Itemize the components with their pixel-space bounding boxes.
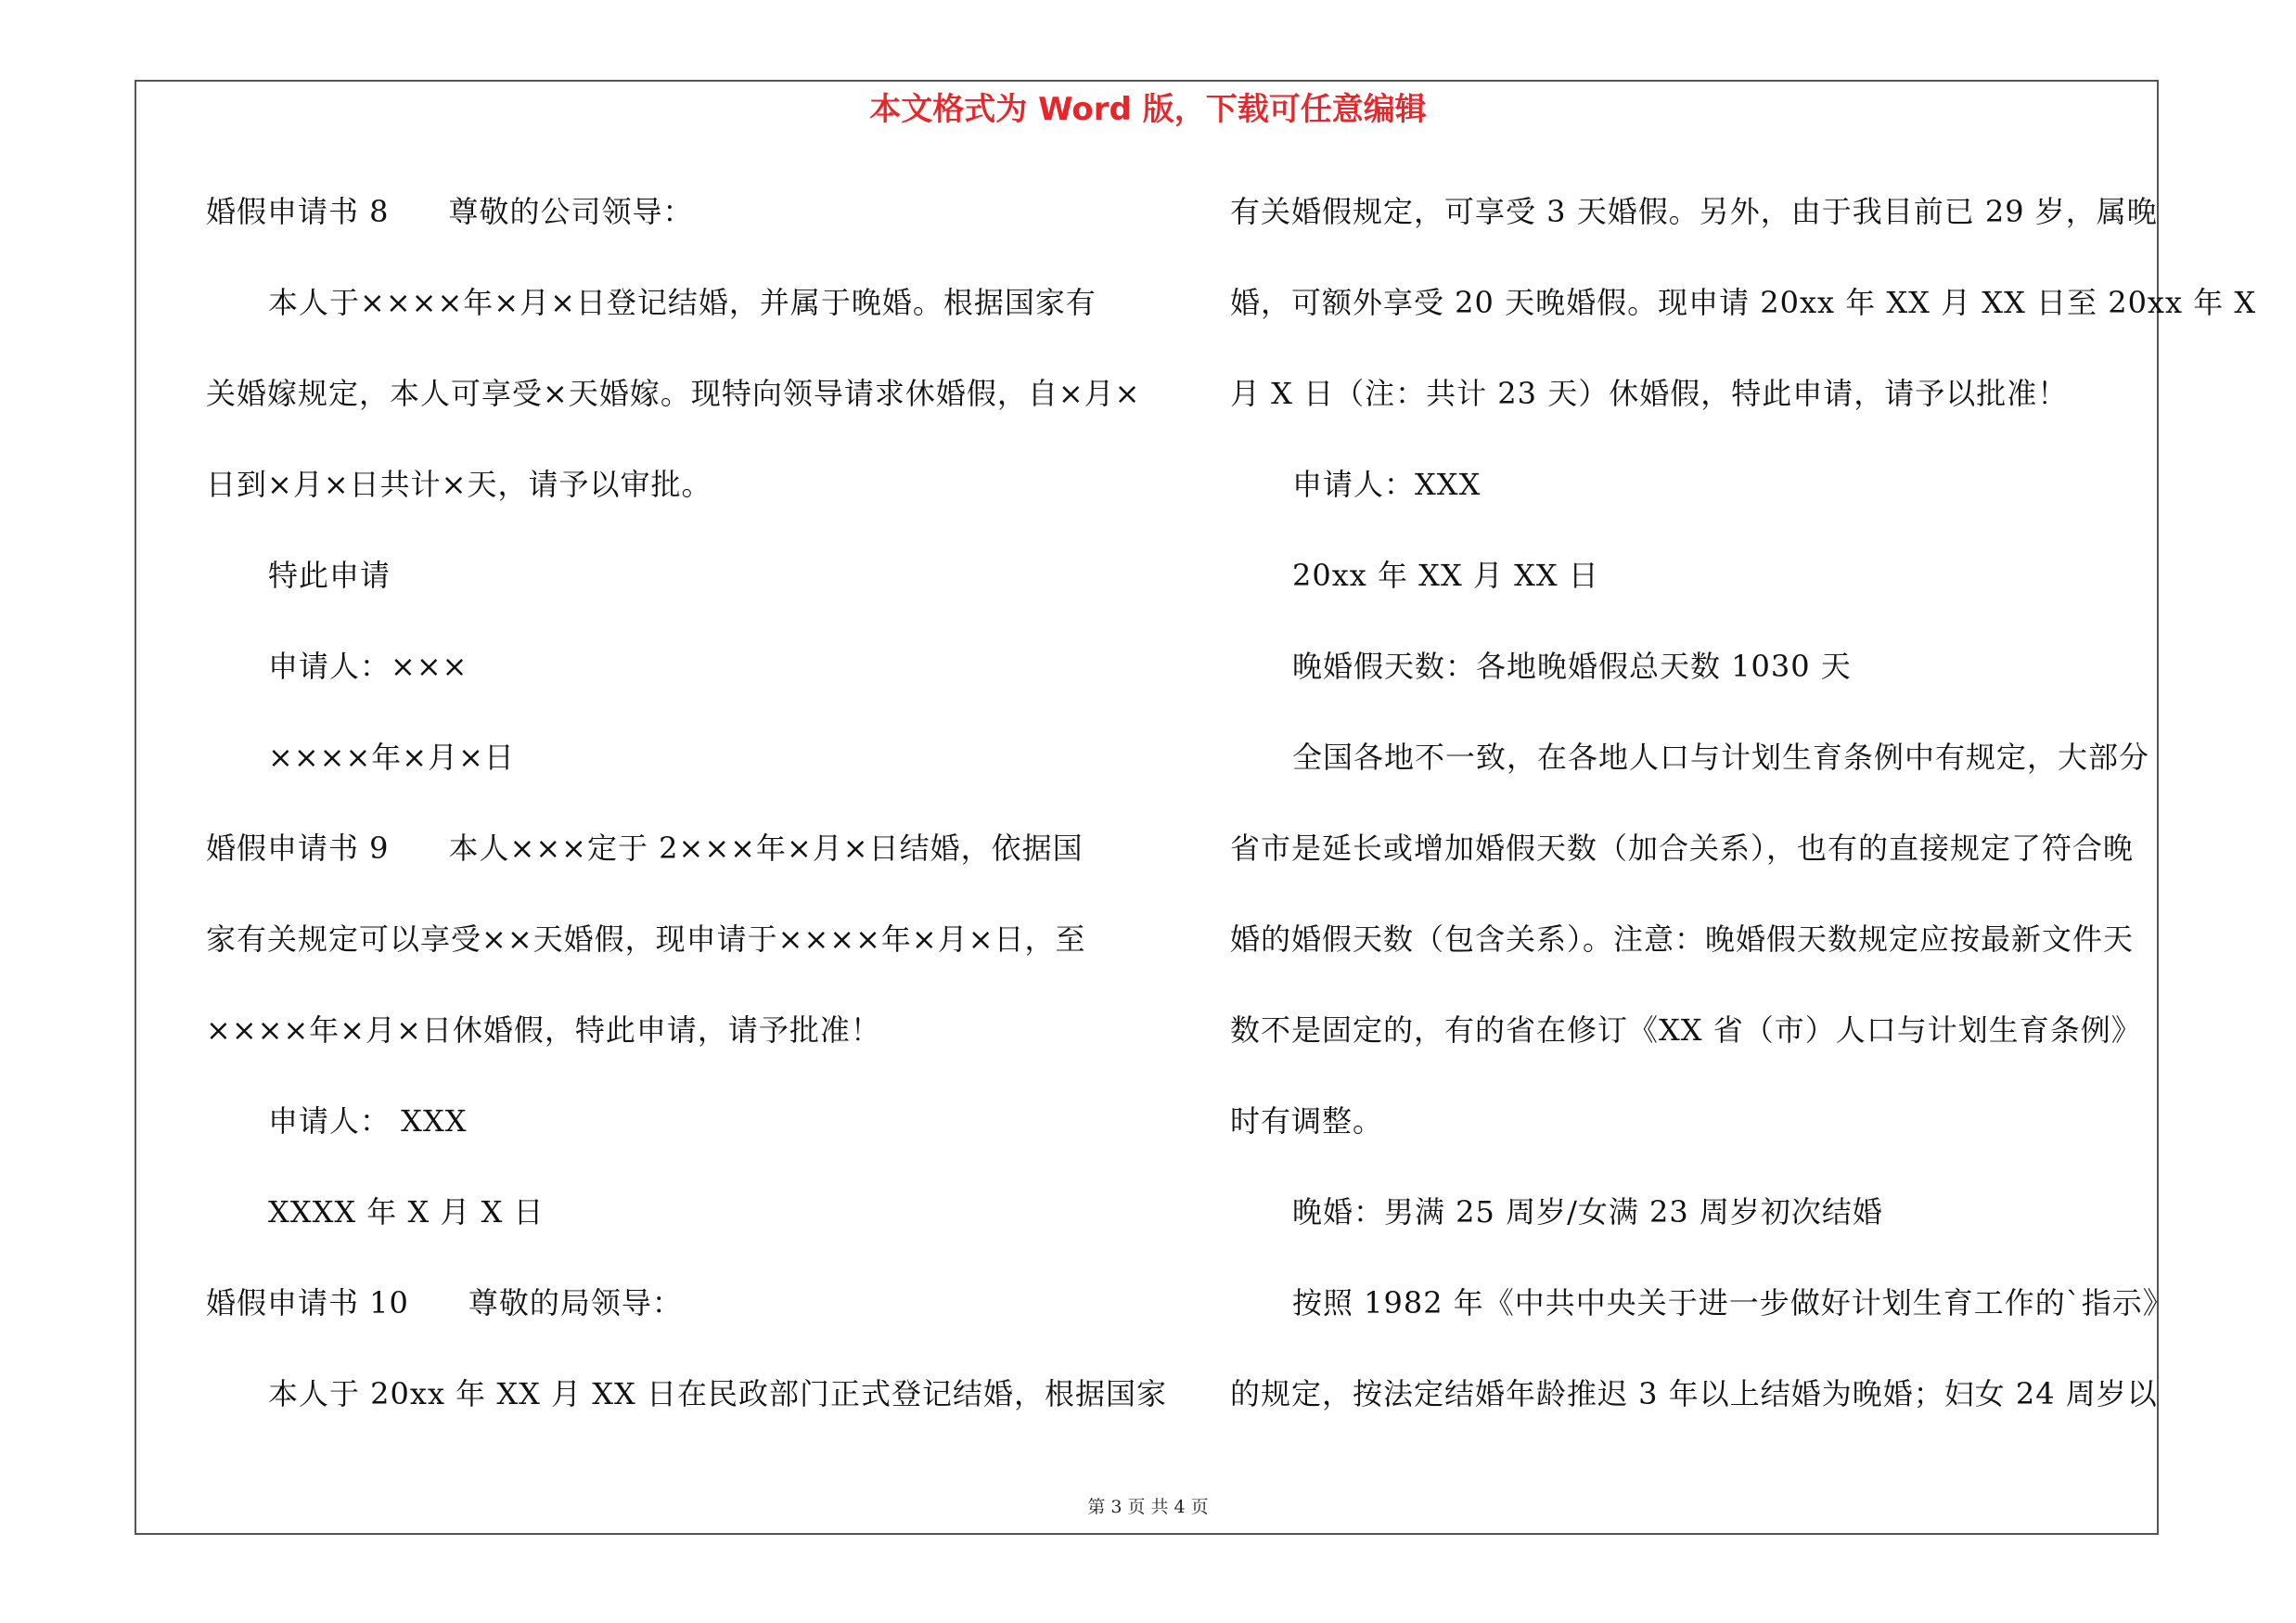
line-text: ××××年×月×日 (268, 740, 515, 775)
text-line (1230, 458, 2158, 549)
text-line (1230, 731, 2158, 822)
line-text: 婚，可额外享受 20 天晚婚假。现申请 20xx 年 XX 月 XX 日至 20xx 年 X (1230, 285, 2257, 320)
text-line (1230, 1004, 2158, 1095)
right-column (1230, 186, 2257, 1459)
line-text: 家有关规定可以享受××天婚假，现申请于××××年×月×日，至 (206, 921, 1086, 957)
line-text: 特此申请 (268, 558, 391, 593)
line-text: 数不是固定的，有的省在修订《XX 省（市）人口与计划生育条例》 (1230, 1012, 2142, 1048)
text-line (206, 277, 1134, 367)
line-text: 省市是延长或增加婚假天数（加合关系），也有的直接规定了符合晚 (1230, 831, 2135, 866)
text-line (206, 458, 1134, 549)
text-line (206, 1277, 1134, 1368)
line-text: 有关婚假规定，可享受 3 天婚假。另外，由于我目前已 29 岁，属晚 (1230, 194, 2158, 229)
line-text: XXXX 年 X 月 X 日 (268, 1194, 545, 1230)
page-footer: 第 3 页 共 4 页 (1087, 1497, 1209, 1517)
text-line (206, 186, 1134, 277)
line-text: 本人于 20xx 年 XX 月 XX 日在民政部门正式登记结婚，根据国家 (268, 1376, 1167, 1411)
left-column (206, 186, 1167, 1459)
text-line (1230, 1277, 2174, 1368)
line-text: 月 X 日（注：共计 23 天）休婚假，特此申请，请予以批准！ (1230, 376, 2069, 411)
line-text: 本人×××定于 2×××年×月×日结婚，依据国 (448, 831, 1084, 866)
text-line (206, 913, 1134, 1004)
line-text: 日到×月×日共计×天，请予以审批。 (206, 467, 712, 502)
text-line (1230, 822, 2158, 913)
text-line (1230, 367, 2158, 458)
header-banner: 本文格式为 Word 版，下载可任意编辑 (869, 91, 1427, 128)
text-line (1230, 1186, 2158, 1277)
text-line (1230, 277, 2257, 367)
text-line (206, 1186, 1134, 1277)
text-line (206, 367, 1141, 458)
line-text: 晚婚假天数：各地晚婚假总天数 1030 天 (1292, 649, 1852, 684)
text-line (206, 549, 1134, 640)
text-line (206, 731, 1134, 822)
text-line (206, 1095, 1134, 1186)
text-line (1230, 913, 2158, 1004)
line-text: 申请人： XXX (268, 1103, 468, 1139)
text-line (1230, 186, 2158, 277)
line-text: 全国各地不一致，在各地人口与计划生育条例中有规定，大部分 (1292, 740, 2150, 775)
line-text: 关婚嫁规定，本人可享受×天婚嫁。现特向领导请求休婚假，自×月× (206, 376, 1141, 411)
text-line (1230, 1095, 2158, 1186)
line-text: 时有调整。 (1230, 1103, 1384, 1139)
text-line (206, 1368, 1167, 1459)
line-text: 的规定，按法定结婚年龄推迟 3 年以上结婚为晚婚；妇女 24 周岁以 (1230, 1376, 2158, 1411)
line-text: 晚婚：男满 25 周岁/女满 23 周岁初次结婚 (1292, 1194, 1883, 1230)
line-text: 尊敬的公司领导： (448, 194, 694, 229)
line-text: 按照 1982 年《中共中央关于进一步做好计划生育工作的`指示》 (1292, 1285, 2174, 1320)
line-text: 20xx 年 XX 月 XX 日 (1292, 558, 1599, 593)
line-text: 申请人：XXX (1292, 467, 1481, 502)
line-text: 婚的婚假天数（包含关系）。注意：晚婚假天数规定应按最新文件天 (1230, 921, 2135, 957)
text-line (1230, 1368, 2158, 1459)
section-title: 婚假申请书 9 (206, 831, 390, 866)
text-line (206, 1004, 1134, 1095)
line-text: 申请人：××× (268, 649, 468, 684)
text-line (206, 640, 1134, 731)
line-text: ××××年×月×日休婚假，特此申请，请予批准！ (206, 1012, 881, 1048)
text-line (206, 822, 1134, 913)
text-line (1230, 640, 2158, 731)
line-text: 本人于××××年×月×日登记结婚，并属于晚婚。根据国家有 (268, 285, 1097, 320)
section-title: 婚假申请书 8 (206, 194, 390, 229)
line-text: 尊敬的局领导： (468, 1285, 683, 1320)
text-line (1230, 549, 2158, 640)
section-title: 婚假申请书 10 (206, 1285, 409, 1320)
